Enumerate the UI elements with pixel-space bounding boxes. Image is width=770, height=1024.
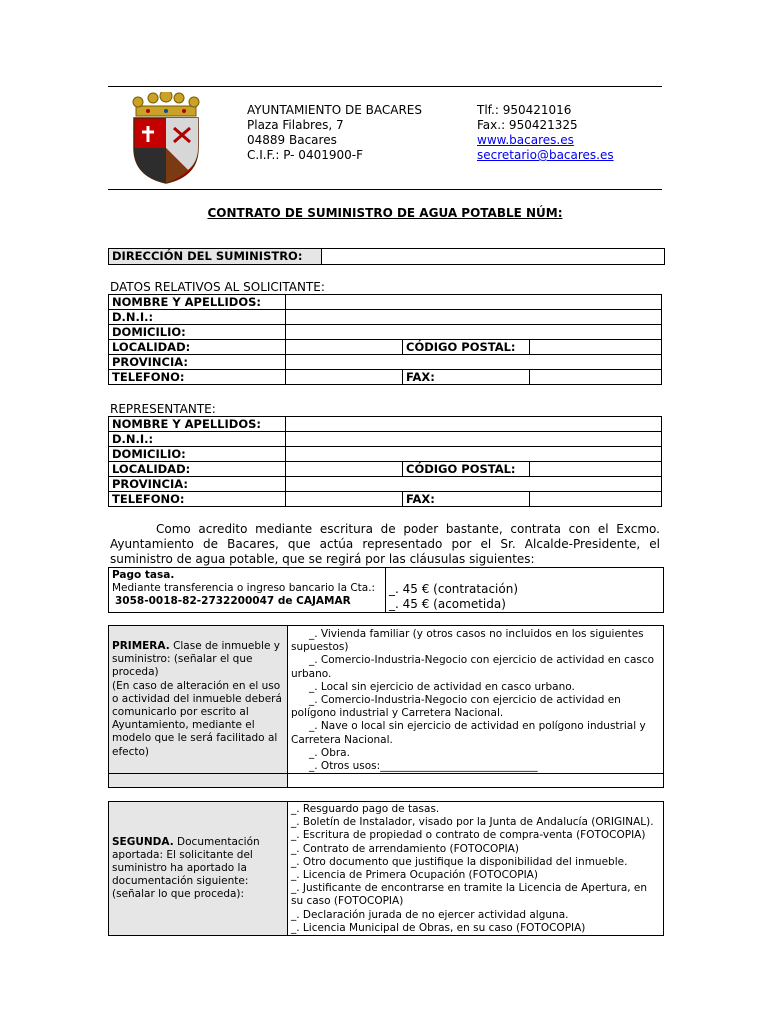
pago-option-contratacion[interactable]: _. 45 € (contratación) bbox=[389, 582, 518, 596]
solicitante-telefono-label: TELEFONO: bbox=[109, 370, 286, 385]
segunda-item-arrendamiento[interactable]: _. Contrato de arrendamiento (FOTOCOPIA) bbox=[291, 842, 519, 855]
representante-cp-field[interactable] bbox=[530, 462, 662, 477]
solicitante-nombre-field[interactable] bbox=[286, 295, 662, 310]
segunda-item-resguardo[interactable]: _. Resguardo pago de tasas. bbox=[291, 803, 440, 815]
representante-cp-label: CÓDIGO POSTAL: bbox=[403, 462, 530, 477]
representante-domicilio-field[interactable] bbox=[286, 447, 662, 462]
representante-fax-field[interactable] bbox=[530, 492, 662, 507]
solicitante-dni-label: D.N.I.: bbox=[109, 310, 286, 325]
primera-option-vivienda[interactable]: _. Vivienda familiar (y otros casos no incluidos en los siguientes supuestos) bbox=[291, 628, 644, 654]
org-cif: C.I.F.: P- 0401900-F bbox=[247, 148, 363, 162]
header-top-rule bbox=[108, 86, 662, 87]
document-title: CONTRATO DE SUMINISTRO DE AGUA POTABLE NÚM: bbox=[207, 206, 563, 220]
primera-option-obra[interactable]: _. Obra. bbox=[309, 746, 350, 759]
representante-domicilio-label: DOMICILIO: bbox=[109, 447, 286, 462]
solicitante-nombre-label: NOMBRE Y APELLIDOS: bbox=[109, 295, 286, 310]
solicitante-cp-label: CÓDIGO POSTAL: bbox=[403, 340, 530, 355]
direccion-field[interactable] bbox=[322, 249, 665, 265]
representante-localidad-field[interactable] bbox=[286, 462, 403, 477]
segunda-table bbox=[108, 801, 664, 936]
pago-transfer-text: Mediante transferencia o ingreso bancario la Cta.: bbox=[112, 582, 376, 595]
segunda-item-boletin[interactable]: _. Boletín de Instalador, visado por la Junta de Andalucía (ORIGINAL). bbox=[291, 816, 654, 829]
primera-option-nave-poligono[interactable]: _. Nave o local sin ejercicio de actividad en polígono industrial y Carretera Nacional. bbox=[291, 720, 646, 746]
pago-account: 3058-0018-82-2732200047 de CAJAMAR bbox=[115, 595, 351, 608]
org-city: 04889 Bacares bbox=[247, 133, 337, 147]
primera-label-cell bbox=[109, 626, 288, 774]
org-fax: Fax.: 950421325 bbox=[477, 118, 578, 132]
pago-options-cell bbox=[386, 568, 664, 613]
solicitante-heading: DATOS RELATIVOS AL SOLICITANTE: bbox=[110, 280, 325, 294]
primera-option-comercio-casco[interactable]: _. Comercio-Industria-Negocio con ejercicio de actividad en casco urbano. bbox=[291, 654, 655, 680]
header-bottom-rule bbox=[108, 189, 662, 190]
segunda-item-declaracion[interactable]: _. Declaración jurada de no ejercer actividad alguna. bbox=[291, 908, 569, 921]
org-name: AYUNTAMIENTO DE BACARES bbox=[247, 103, 423, 117]
representante-dni-label: D.N.I.: bbox=[109, 432, 286, 447]
representante-dni-field[interactable] bbox=[286, 432, 662, 447]
segunda-label-bold: SEGUNDA. bbox=[112, 835, 174, 848]
segunda-item-licencia-apertura[interactable]: _. Justificante de encontrarse en tramite la Licencia de Apertura, en su caso (FOTOCOPIA) bbox=[291, 882, 648, 908]
coat-of-arms-logo bbox=[128, 92, 204, 184]
header-contact-block bbox=[477, 103, 614, 163]
solicitante-telefono-field[interactable] bbox=[286, 370, 403, 385]
segunda-item-otro-documento[interactable]: _. Otro documento que justifique la disponibilidad del inmueble. bbox=[291, 855, 628, 868]
segunda-item-licencia-obras[interactable]: _. Licencia Municipal de Obras, en su caso (FOTOCOPIA) bbox=[291, 921, 586, 934]
solicitante-fax-label: FAX: bbox=[403, 370, 530, 385]
primera-note: (En caso de alteración en el uso o actividad del inmueble deberá comunicarlo por escrito al Ayuntamiento, mediante el modelo que le será facilitado al efecto) bbox=[112, 679, 282, 758]
segunda-label-text: Documentación aportada: El solicitante del suministro ha aportado la documentación siguiente: (señalar lo que proceda): bbox=[112, 835, 260, 901]
primera-footer-right bbox=[288, 774, 664, 788]
solicitante-provincia-label: PROVINCIA: bbox=[109, 355, 286, 370]
solicitante-localidad-label: LOCALIDAD: bbox=[109, 340, 286, 355]
org-address: Plaza Filabres, 7 bbox=[247, 118, 344, 132]
solicitante-provincia-field[interactable] bbox=[286, 355, 662, 370]
representante-heading: REPRESENTANTE: bbox=[110, 402, 216, 416]
representante-table bbox=[108, 416, 662, 507]
pago-table bbox=[108, 567, 664, 613]
primera-label-bold: PRIMERA. bbox=[112, 640, 170, 652]
pago-option-acometida[interactable]: _. 45 € (acometida) bbox=[389, 597, 506, 611]
representante-fax-label: FAX: bbox=[403, 492, 530, 507]
org-phone: Tlf.: 950421016 bbox=[477, 103, 572, 117]
representante-provincia-field[interactable] bbox=[286, 477, 662, 492]
primera-table bbox=[108, 625, 664, 788]
org-email-link[interactable]: secretario@bacares.es bbox=[477, 148, 614, 162]
pago-title: Pago tasa. bbox=[112, 569, 175, 581]
primera-label-text: Clase de inmueble y suministro: (señalar el que proceda) bbox=[112, 640, 280, 679]
primera-option-otros[interactable]: _. Otros usos:______________________________ bbox=[309, 760, 538, 773]
segunda-items-cell bbox=[288, 802, 664, 936]
solicitante-domicilio-field[interactable] bbox=[286, 325, 662, 340]
representante-telefono-label: TELEFONO: bbox=[109, 492, 286, 507]
intro-text: Como acredito mediante escritura de poder bastante, contrata con el Excmo. Ayuntamiento de Bacares, que actúa representado por el Sr. Alcalde-Presidente, el suministro de agua potable, que se regirá por las cláusulas siguientes: bbox=[110, 522, 660, 566]
primera-options-cell bbox=[288, 626, 664, 774]
solicitante-fax-field[interactable] bbox=[530, 370, 662, 385]
pago-info-cell bbox=[109, 568, 386, 613]
solicitante-cp-field[interactable] bbox=[530, 340, 662, 355]
representante-provincia-label: PROVINCIA: bbox=[109, 477, 286, 492]
representante-localidad-label: LOCALIDAD: bbox=[109, 462, 286, 477]
segunda-item-escritura[interactable]: _. Escritura de propiedad o contrato de compra-venta (FOTOCOPIA) bbox=[291, 829, 646, 842]
segunda-label-cell bbox=[109, 802, 288, 936]
header-org-block bbox=[247, 103, 422, 163]
direccion-table bbox=[108, 248, 665, 265]
segunda-item-primera-ocupacion[interactable]: _. Licencia de Primera Ocupación (FOTOCOPIA) bbox=[291, 869, 538, 882]
primera-option-local-casco[interactable]: _. Local sin ejercicio de actividad en casco urbano. bbox=[309, 680, 575, 693]
org-website-link[interactable]: www.bacares.es bbox=[477, 133, 574, 147]
solicitante-dni-field[interactable] bbox=[286, 310, 662, 325]
representante-nombre-field[interactable] bbox=[286, 417, 662, 432]
representante-telefono-field[interactable] bbox=[286, 492, 403, 507]
direccion-label: DIRECCIÓN DEL SUMINISTRO: bbox=[109, 249, 322, 265]
solicitante-table bbox=[108, 294, 662, 385]
solicitante-domicilio-label: DOMICILIO: bbox=[109, 325, 286, 340]
intro-paragraph bbox=[110, 522, 660, 567]
primera-footer-left bbox=[109, 774, 288, 788]
representante-nombre-label: NOMBRE Y APELLIDOS: bbox=[109, 417, 286, 432]
solicitante-localidad-field[interactable] bbox=[286, 340, 403, 355]
primera-option-comercio-poligono[interactable]: _. Comercio-Industria-Negocio con ejercicio de actividad en polígono industrial y Carretera Nacional. bbox=[291, 694, 621, 720]
